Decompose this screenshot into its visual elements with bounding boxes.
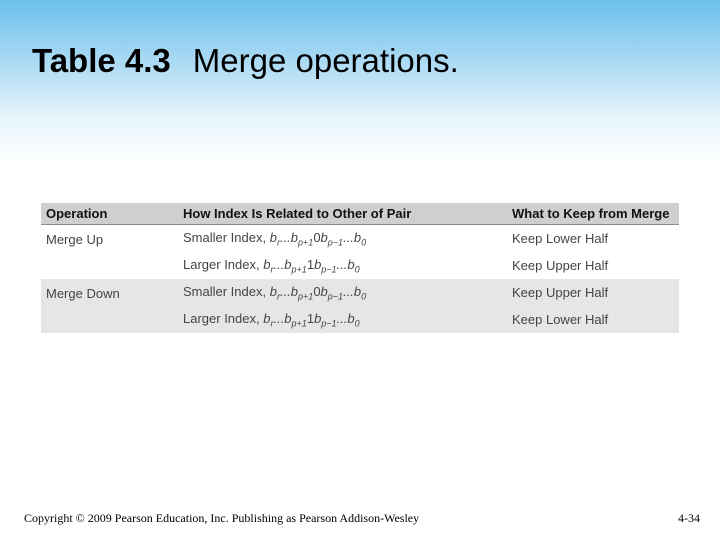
pivot-bit: 1	[306, 256, 315, 272]
relation-label: Smaller Index,	[183, 283, 267, 299]
merge-operations-table	[41, 203, 679, 333]
table-number: Table 4.3	[32, 42, 171, 79]
pivot-bit: 0	[313, 229, 321, 245]
table-row	[41, 225, 679, 253]
relation-cell	[178, 225, 507, 253]
keep-cell: Keep Upper Half	[507, 279, 679, 306]
copyright-notice: Copyright © 2009 Pearson Education, Inc. Publishing as Pearson Addison-Wesley	[24, 511, 420, 525]
relation-cell	[178, 279, 507, 306]
keep-cell: Keep Upper Half	[507, 252, 679, 279]
slide-title	[32, 42, 459, 80]
bit-pattern: $b_r...b_{p+1}0b_{p-1}...b_0$	[269, 283, 367, 302]
page-number: 4-34	[678, 511, 700, 525]
relation-label: Smaller Index,	[183, 229, 267, 245]
keep-cell: Keep Lower Half	[507, 225, 679, 253]
table-row	[41, 279, 679, 306]
bit-pattern: $b_r...b_{p+1}1b_{p-1}...b_0$	[263, 310, 360, 329]
bit-pattern: $b_r...b_{p+1}1b_{p-1}...b_0$	[263, 256, 360, 275]
relation-cell	[178, 252, 507, 279]
relation-cell	[178, 306, 507, 333]
pivot-bit: 0	[313, 283, 321, 299]
operation-cell: Merge Up	[41, 225, 178, 280]
relation-label: Larger Index,	[183, 310, 260, 326]
table-header-row	[41, 203, 679, 225]
pivot-bit: 1	[306, 310, 315, 326]
bit-pattern: $b_r...b_{p+1}0b_{p-1}...b_0$	[269, 229, 367, 248]
operation-cell: Merge Down	[41, 279, 178, 333]
relation-label: Larger Index,	[183, 256, 260, 272]
table-name: Merge operations.	[192, 42, 459, 79]
header-relation: How Index Is Related to Other of Pair	[178, 203, 507, 225]
keep-cell: Keep Lower Half	[507, 306, 679, 333]
header-operation: Operation	[41, 203, 178, 225]
header-keep: What to Keep from Merge	[507, 203, 679, 225]
